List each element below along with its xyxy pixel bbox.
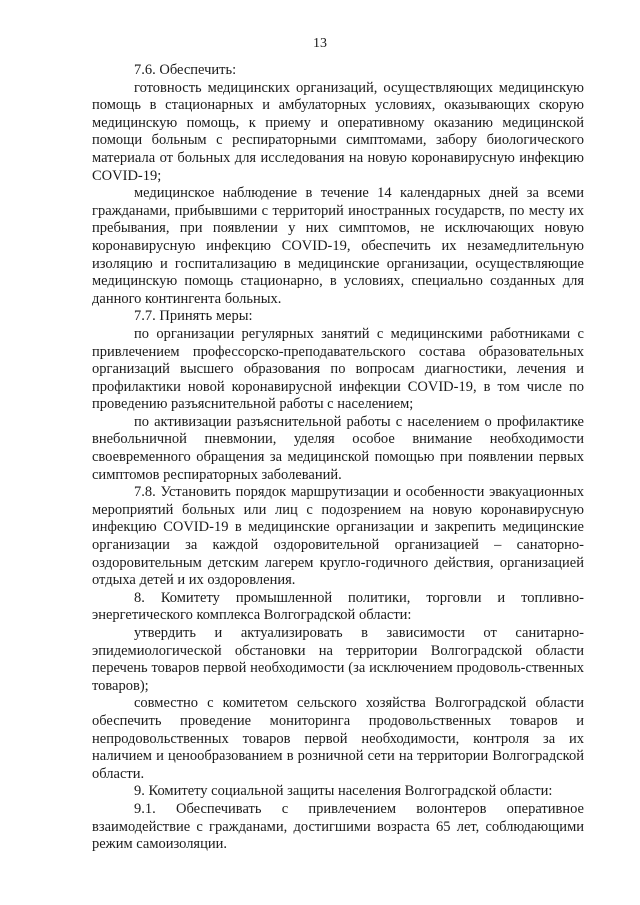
page-number: 13 [313,36,327,51]
paragraph-medical-observation: медицинское наблюдение в течение 14 календарных дней за всеми гражданами, прибывшими с территорий иностранных государств, по месту их пребывания, при появлении у них симптомов, не исключающих новую коронавирусную инфекцию COVID-19, обеспечить их незамедлительную изоляцию и госпитализацию в медицинские организации, осуществляющие медицинскую помощь стационарно, в условиях, специально созданных для данного контингента больных. [92,185,584,307]
paragraph-7-6-heading: 7.6. Обеспечить: [134,62,237,78]
document-body [92,62,584,854]
paragraph-training-sessions: по организации регулярных занятий с медицинскими работниками с привлечением профессорско-преподавательского состава образовательных организаций высшего образования по вопросам диагностики, лечения и профилактики новой коронавирусной инфекции COVID-19, в том числе по проведению разъяснительной работы с населением; [92,325,584,413]
paragraph-9-1-volunteers: 9.1. Обеспечивать с привлечением волонтеров оперативное взаимодействие с гражданами, достигшими возраста 65 лет, соблюдающими режим самоизоляции. [92,800,584,853]
paragraph-8-committee-industry: 8. Комитету промышленной политики, торговли и топливно-энергетического комплекса Волгоградской области: [92,589,584,624]
paragraph-essential-goods-list: утвердить и актуализировать в зависимости от санитарно-эпидемиологической обстановки на территории Волгоградской области перечень товаров первой необходимости (за исключением продоволь-ственных товаров); [92,625,584,694]
paragraph-9-committee-social: 9. Комитету социальной защиты населения Волгоградской области: [134,783,553,800]
paragraph-medical-readiness: готовность медицинских организаций, осуществляющих медицинскую помощь в стационарных и амбулаторных условиях, оказывающих скорую медицинскую помощь, к приему и оперативному оказанию медицинской помощи больным с респираторными симптомами, забору биологического материала от больных для исследования на новую коронавирусную инфекцию COVID-19; [92,79,584,184]
paragraph-price-monitoring: совместно с комитетом сельского хозяйства Волгоградской области обеспечить проведение мониторинга продовольственных товаров и непродовольственных товаров первой необходимости, контроля за их наличием и ценообразованием в розничной сети на территории Волгоградской области. [92,695,584,782]
paragraph-outreach-work: по активизации разъяснительной работы с населением о профилактике внебольничной пневмонии, уделяя особое внимание необходимости своевременного обращения за медицинской помощью при появлении первых симптомов респираторных заболеваний. [92,413,584,483]
paragraph-7-7-heading: 7.7. Принять меры: [134,308,253,325]
paragraph-7-8-routing: 7.8. Установить порядок маршрутизации и особенности эвакуационных мероприятий больных или лиц с подозрением на новую коронавирусную инфекцию COVID-19 в медицинские организации и закрепить медицинские организации за каждой оздоровительной организацией – санаторно-оздоровительным детским лагерем кругло-годичного действия, организацией отдыха детей и их оздоровления. [92,484,584,589]
